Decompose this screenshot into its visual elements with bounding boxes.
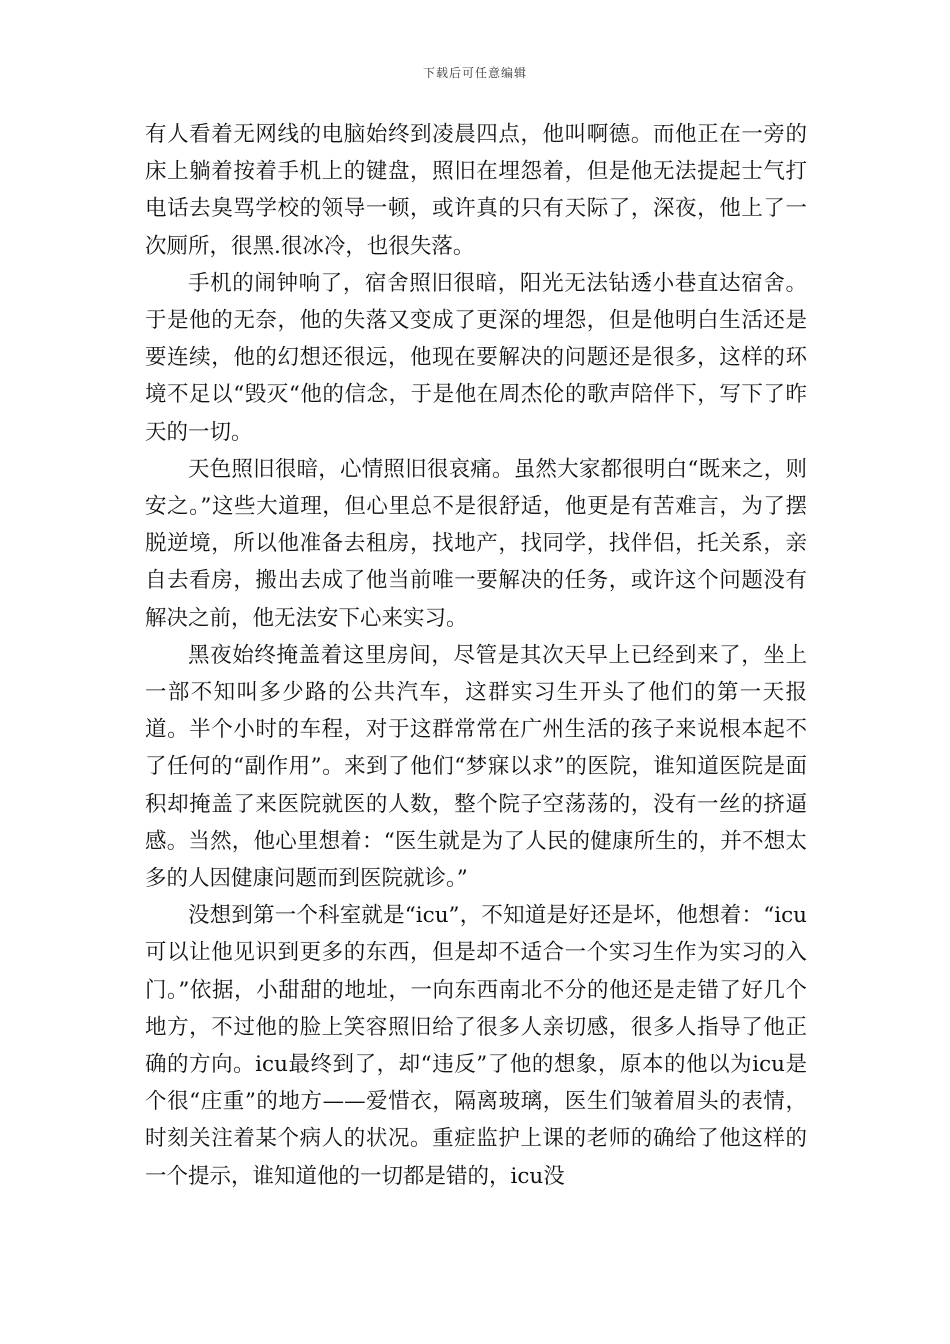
page-header: 下载后可任意编辑 <box>422 66 527 80</box>
paragraph: 没想到第一个科室就是“icu”，不知道是好还是坏，他想着：“icu可以让他见识到更多的东西，但是却不适合一个实习生作为实习的入门。”依据，小甜甜的地址，一向东西南北不分的他还是走错了好几个地方，不过他的脸上笑容照旧给了很多人亲切感，很多人指导了他正确的方向。icu最终到了，却“违反”了他的想象，原本的他以为icu是个很“庄重”的地方——爱惜衣，隔离玻璃，医生们皱着眉头的表情，时刻关注着某个病人的状况。重症监护上课的老师的确给了他这样的一个提示，谁知道他的一切都是错的，icu没 <box>145 903 807 1189</box>
document-body <box>145 116 807 1195</box>
paragraph: 手机的闹钟响了，宿舍照旧很暗，阳光无法钻透小巷直达宿舍。于是他的无奈，他的失落又变成了更深的埋怨，但是他明白生活还是要连续，他的幻想还很远，他现在要解决的问题还是很多，这样的环境不足以“毁灭“他的信念，于是他在周杰伦的歌声陪伴下，写下了昨天的一切。 <box>145 270 807 445</box>
paragraph: 有人看着无网线的电脑始终到凌晨四点，他叫啊德。而他正在一旁的床上躺着按着手机上的键盘，照旧在埋怨着，但是他无法提起士气打电话去臭骂学校的领导一顿，或许真的只有天际了，深夜，他上了一次厕所，很黑.很冰冷，也很失落。 <box>145 122 807 259</box>
paragraph: 天色照旧很暗，心情照旧很哀痛。虽然大家都很明白“既来之，则安之。”这些大道理，但心里总不是很舒适，他更是有苦难言，为了摆脱逆境，所以他准备去租房，找地产，找同学，找伴侣，托关系，亲自去看房，搬出去成了他当前唯一要解决的任务，或许这个问题没有解决之前，他无法安下心来实习。 <box>145 456 807 631</box>
paragraph: 黑夜始终掩盖着这里房间，尽管是其次天早上已经到来了，坐上一部不知叫多少路的公共汽车，这群实习生开头了他们的第一天报道。半个小时的车程，对于这群常常在广州生活的孩子来说根本起不了任何的“副作用”。来到了他们“梦寐以求”的医院，谁知道医院是面积却掩盖了来医院就医的人数，整个院子空荡荡的，没有一丝的挤逼感。当然，他心里想着：“医生就是为了人民的健康所生的，并不想太多的人因健康问题而到医院就诊。” <box>145 642 807 892</box>
